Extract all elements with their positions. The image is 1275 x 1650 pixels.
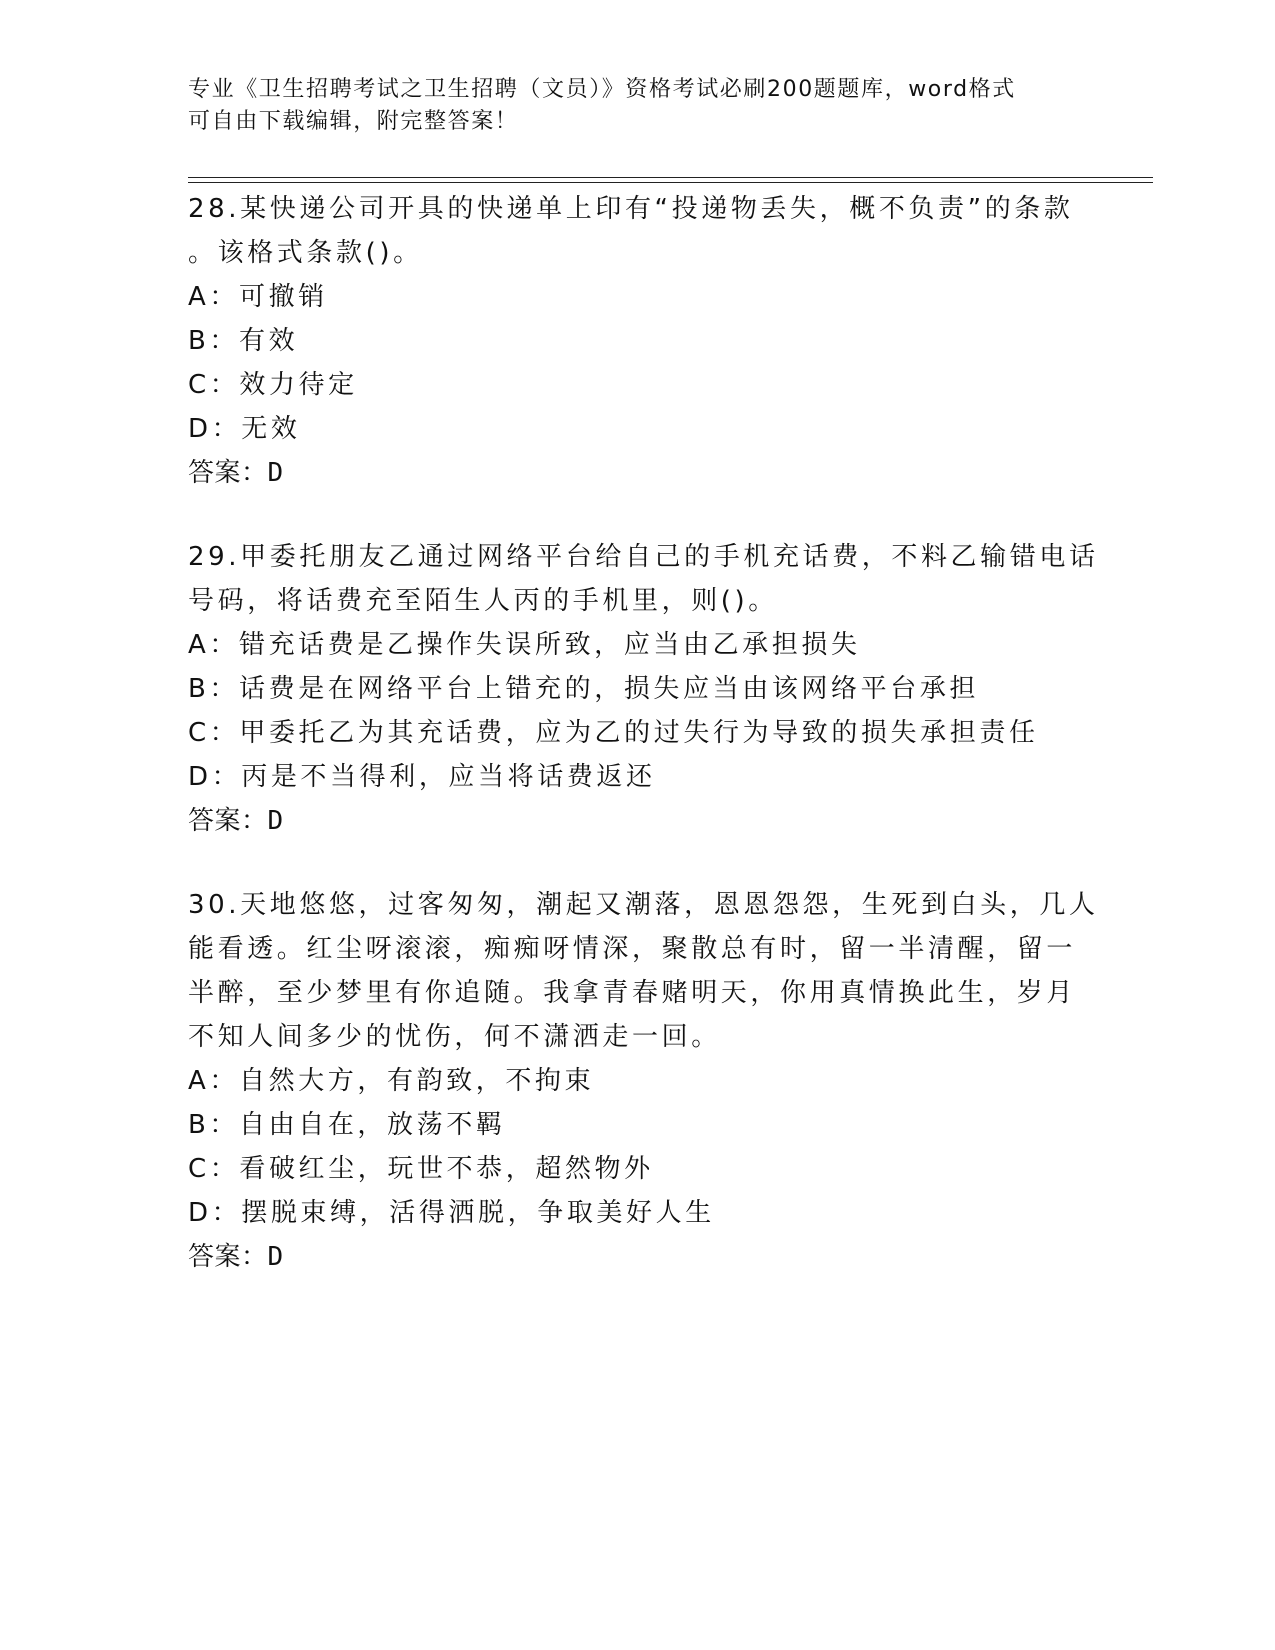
question-stem-line: 不知人间多少的忧伤，何不潇洒走一回。	[188, 1022, 721, 1052]
option-c: C：甲委托乙为其充话费，应为乙的过失行为导致的损失承担责任	[188, 718, 1039, 748]
option-c: C：看破红尘，玩世不恭，超然物外	[188, 1154, 654, 1184]
question-stem-line: 29.甲委托朋友乙通过网络平台给自己的手机充话费，不料乙输错电话	[188, 542, 1099, 572]
question-stem-line: 能看透。红尘呀滚滚，痴痴呀情深，聚散总有时，留一半清醒，留一	[188, 934, 1077, 964]
option-d: D：无效	[188, 414, 301, 444]
option-a: A：自然大方，有韵致，不拘束	[188, 1066, 595, 1096]
answer-value: D	[267, 1242, 284, 1272]
document-header-line-1: 专业《卫生招聘考试之卫生招聘（文员）》资格考试必刷200题题库，word格式	[188, 77, 1016, 102]
answer-value: D	[267, 458, 284, 488]
option-b: B：话费是在网络平台上错充的，损失应当由该网络平台承担	[188, 674, 980, 704]
option-a: A：可撤销	[188, 282, 328, 312]
question-stem-line: 28.某快递公司开具的快递单上印有“投递物丢失，概不负责”的条款	[188, 194, 1074, 224]
header-divider-top	[188, 177, 1153, 178]
answer-line	[188, 453, 284, 493]
option-c: C：效力待定	[188, 370, 358, 400]
option-a: A：错充话费是乙操作失误所致，应当由乙承担损失	[188, 630, 861, 660]
question-stem-line: 30.天地悠悠，过客匆匆，潮起又潮落，恩恩怨怨，生死到白头，几人	[188, 890, 1099, 920]
option-d: D：摆脱束缚，活得洒脱，争取美好人生	[188, 1198, 715, 1228]
question-stem-line: 。该格式条款()。	[188, 238, 423, 268]
answer-line	[188, 1237, 284, 1277]
answer-label: 答案：	[188, 1242, 268, 1272]
header-divider-bottom	[188, 182, 1153, 183]
question-stem-line: 半醉，至少梦里有你追随。我拿青春赌明天，你用真情换此生，岁月	[188, 978, 1077, 1008]
option-d: D：丙是不当得利，应当将话费返还	[188, 762, 656, 792]
question-stem-line: 号码，将话费充至陌生人丙的手机里，则()。	[188, 586, 778, 616]
answer-label: 答案：	[188, 458, 268, 488]
answer-line	[188, 801, 284, 841]
option-b: B：自由自在，放荡不羁	[188, 1110, 506, 1140]
document-header-line-2: 可自由下载编辑，附完整答案！	[188, 109, 519, 134]
answer-value: D	[267, 806, 284, 836]
option-b: B：有效	[188, 326, 299, 356]
answer-label: 答案：	[188, 806, 268, 836]
